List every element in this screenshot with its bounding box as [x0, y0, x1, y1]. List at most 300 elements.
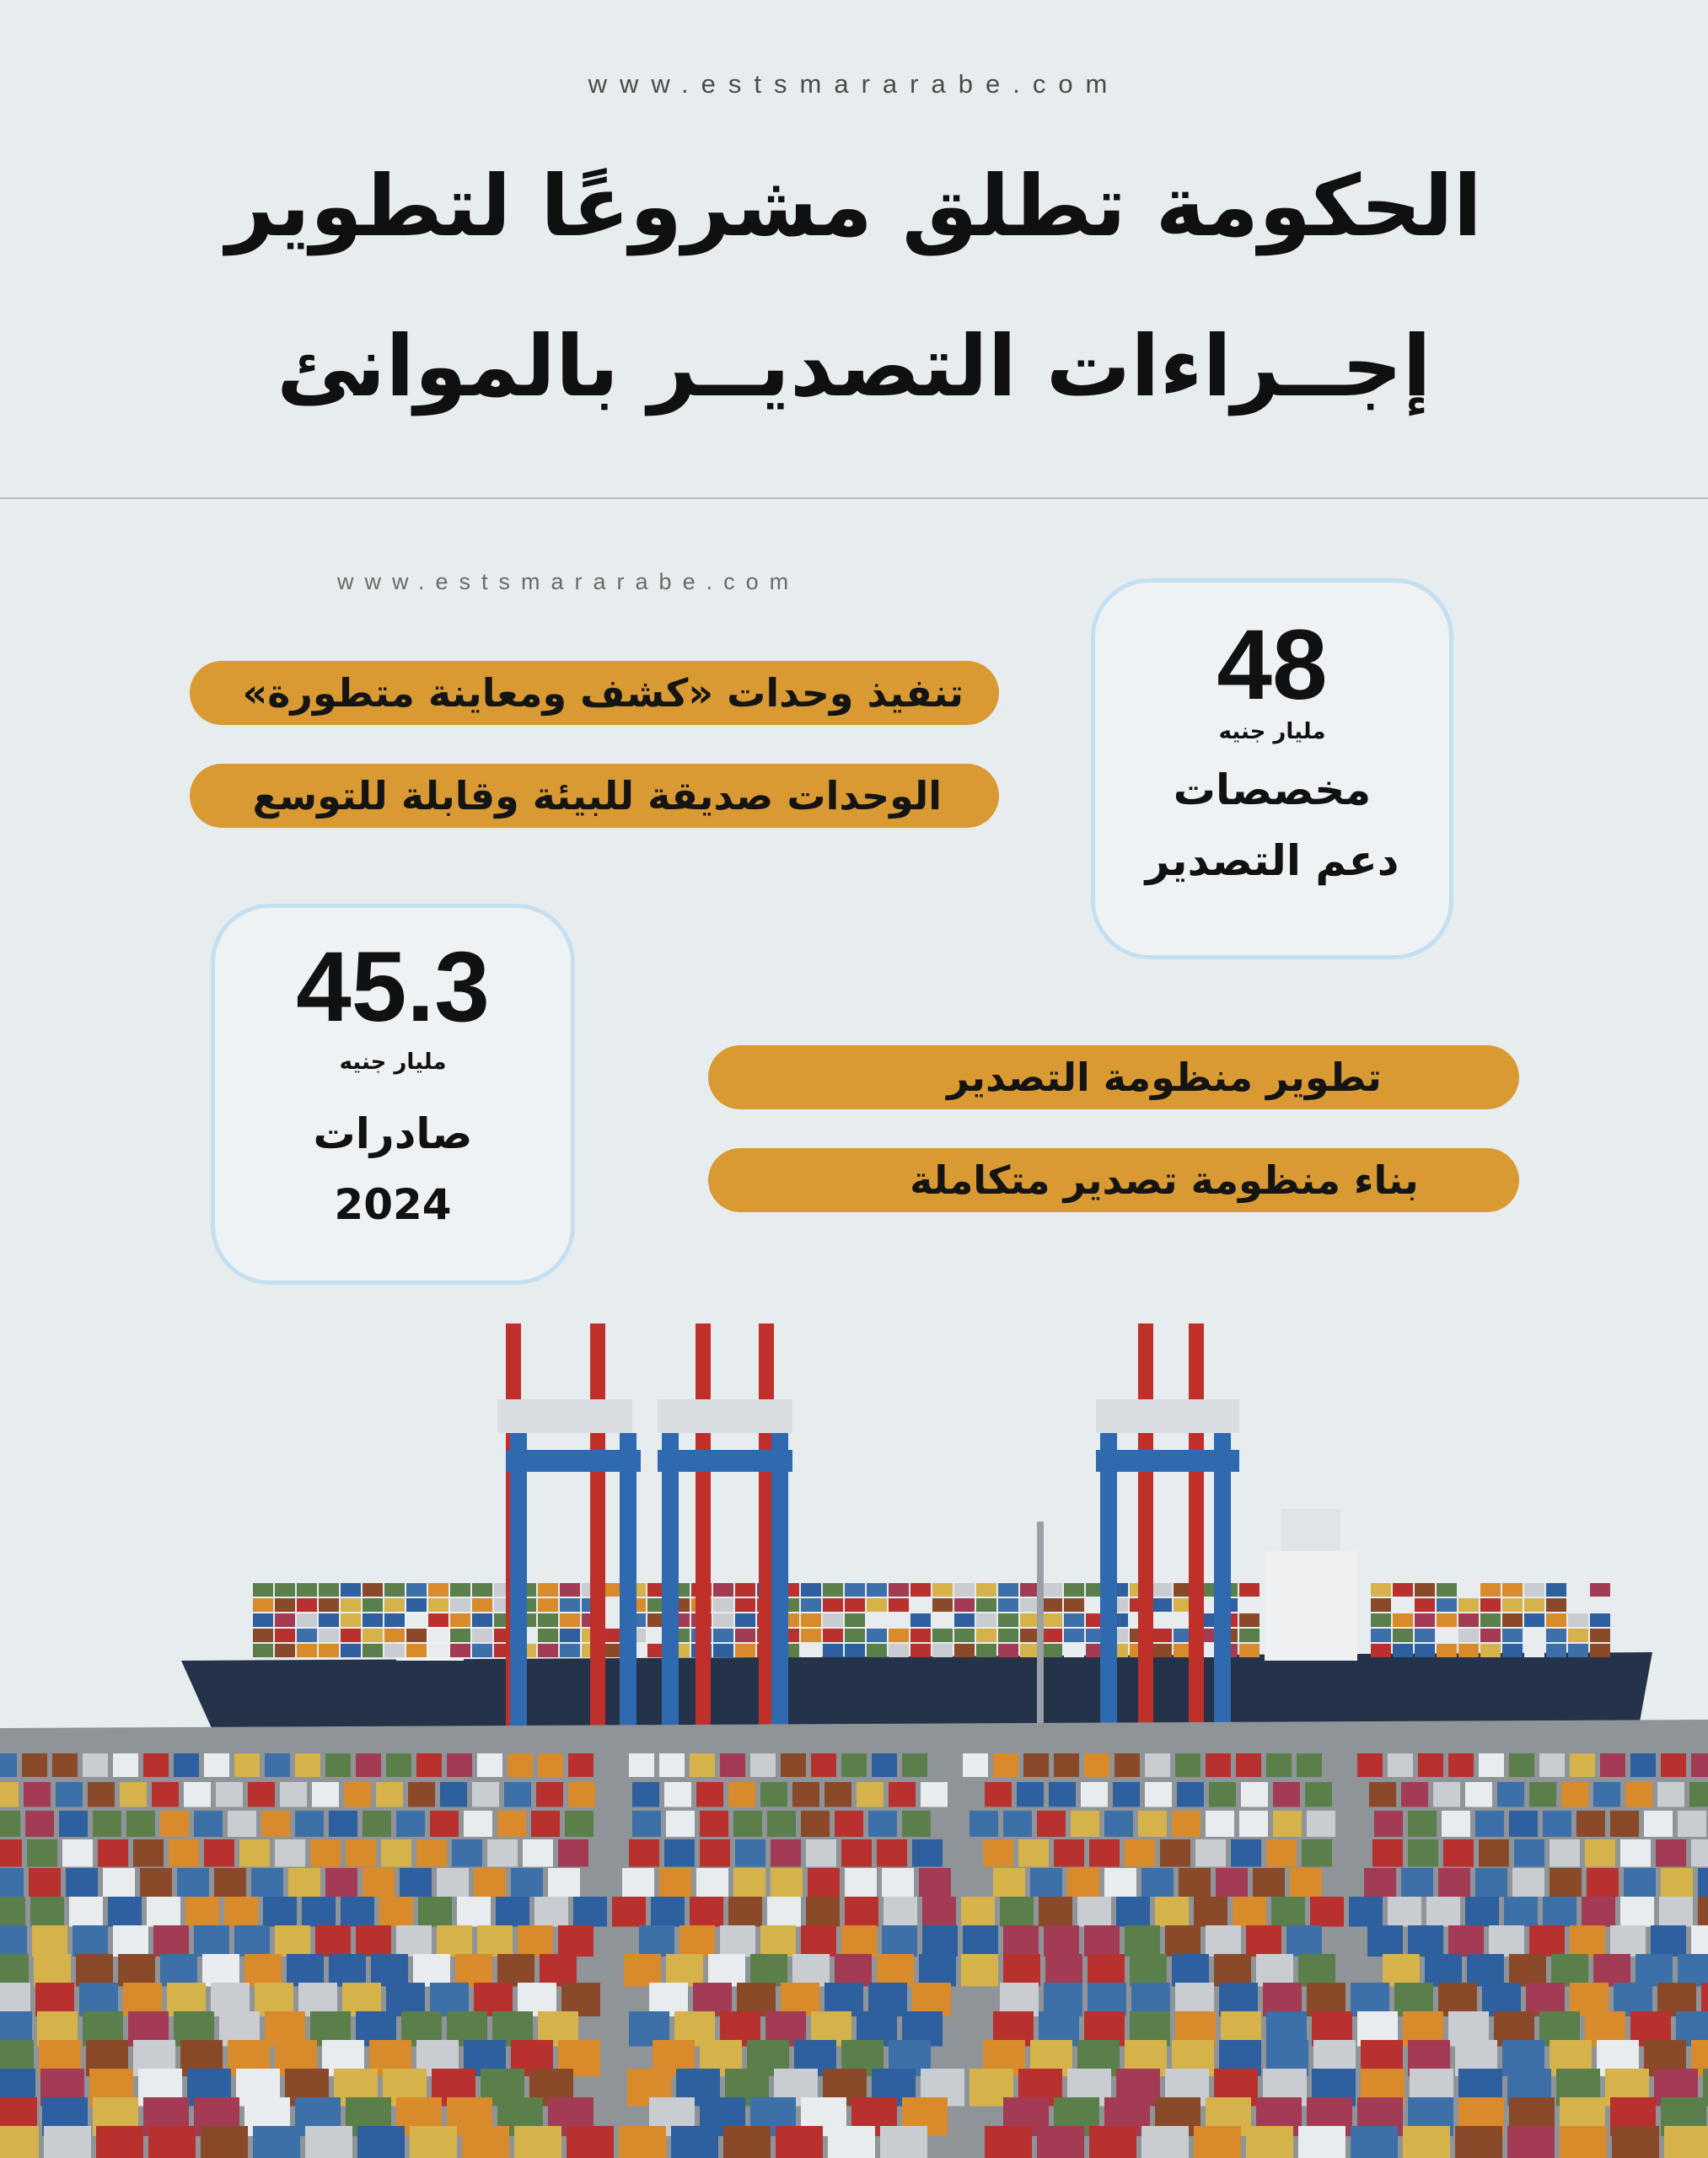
ship-container: [275, 1613, 295, 1627]
yard-container: [1077, 1897, 1111, 1927]
ship-container: [1415, 1613, 1435, 1627]
ship-container: [363, 1629, 383, 1642]
yard-container: [177, 1868, 209, 1897]
ship-container: [713, 1583, 733, 1597]
yard-container: [1054, 1839, 1084, 1867]
ship-container: [801, 1644, 821, 1657]
yard-container: [1266, 1839, 1297, 1867]
yard-container: [1582, 1897, 1615, 1927]
yard-container: [1039, 1897, 1072, 1927]
yard-container: [961, 1954, 998, 1987]
yard-container: [514, 2126, 561, 2158]
ship-container: [1590, 1598, 1610, 1612]
yard-container: [305, 2126, 352, 2158]
ship-container: [1415, 1583, 1435, 1597]
yard-container: [679, 1925, 715, 1957]
ship-container: [253, 1613, 273, 1627]
ship-container: [1590, 1583, 1610, 1597]
ship-container: [1152, 1644, 1172, 1657]
yard-container: [921, 1782, 948, 1807]
ship-container: [1152, 1583, 1172, 1597]
yard-container: [153, 1925, 189, 1957]
ship-container: [297, 1598, 317, 1612]
yard-container: [1661, 1753, 1686, 1777]
yard-container: [1625, 1782, 1652, 1807]
yard-container: [1172, 1811, 1200, 1837]
yard-container: [497, 1811, 526, 1837]
ship-container: [845, 1598, 865, 1612]
yard-container: [202, 1954, 239, 1987]
yard-container: [1539, 1753, 1565, 1777]
website-url-mid: www.estsmararabe.com: [337, 569, 800, 594]
ship-container: [713, 1613, 733, 1627]
yard-container: [1307, 1811, 1335, 1837]
yard-container: [1651, 1925, 1686, 1957]
yard-container: [457, 1897, 491, 1927]
ship-container: [1239, 1629, 1260, 1642]
stat-unit: مليار جنيه: [1218, 719, 1326, 744]
yard-container: [969, 1811, 998, 1837]
yard-container: [1465, 1897, 1499, 1927]
yard-container: [325, 1753, 351, 1777]
yard-container: [750, 1954, 787, 1987]
ship-container: [472, 1583, 492, 1597]
yard-container: [1023, 1753, 1049, 1777]
ship-container: [1152, 1629, 1172, 1642]
yard-container: [1364, 1868, 1396, 1897]
yard-container: [1388, 1753, 1413, 1777]
ship-container: [1524, 1629, 1544, 1642]
yard-container: [1630, 1753, 1656, 1777]
yard-container: [760, 1925, 796, 1957]
yard-container: [265, 1753, 290, 1777]
yard-container: [877, 1839, 907, 1867]
ship-container: [428, 1629, 448, 1642]
yard-container: [1587, 1868, 1619, 1897]
ship-container: [297, 1583, 317, 1597]
yard-container: [44, 2126, 91, 2158]
ship-container: [560, 1613, 580, 1627]
yard-container: [1273, 1811, 1302, 1837]
ship-container: [823, 1644, 843, 1657]
yard-container: [1071, 1811, 1099, 1837]
ship-container: [998, 1598, 1018, 1612]
yard-container: [659, 1753, 685, 1777]
ship-container: [735, 1598, 755, 1612]
yard-container: [845, 1868, 877, 1897]
yard-container: [1302, 1839, 1332, 1867]
yard-container: [1383, 1954, 1420, 1987]
ship-container: [713, 1598, 733, 1612]
yard-container: [1271, 1897, 1305, 1927]
ship-container: [954, 1613, 975, 1627]
yard-container: [619, 2126, 666, 2158]
ship-container: [910, 1644, 931, 1657]
yard-container: [882, 1925, 917, 1957]
yard-container: [1266, 1753, 1292, 1777]
yard-container: [1489, 1925, 1524, 1957]
yard-container: [201, 2126, 248, 2158]
ship-container: [1437, 1583, 1457, 1597]
yard-container: [622, 1868, 654, 1897]
yard-container: [868, 1811, 897, 1837]
yard-container: [59, 1811, 88, 1837]
ship-container: [1393, 1613, 1413, 1627]
yard-container: [1593, 1782, 1620, 1807]
ship-container: [910, 1598, 931, 1612]
yard-container: [504, 1782, 531, 1807]
ship-container: [1524, 1598, 1544, 1612]
yard-container: [573, 1897, 607, 1927]
yard-container: [963, 1753, 988, 1777]
yard-container: [1088, 1954, 1125, 1987]
yard-container: [379, 1897, 413, 1927]
yard-container: [1155, 1897, 1189, 1927]
yard-container: [1479, 1753, 1504, 1777]
yard-container: [1620, 1839, 1651, 1867]
yard-container: [536, 1782, 563, 1807]
yard-container: [1418, 1753, 1443, 1777]
yard-container: [22, 1753, 47, 1777]
ship-container: [450, 1629, 470, 1642]
yard-container: [1273, 1782, 1300, 1807]
stat-number: 48: [1217, 609, 1328, 721]
yard-container: [872, 1753, 897, 1777]
yard-container: [363, 1868, 395, 1897]
yard-container: [1367, 1925, 1403, 1957]
ship-container: [1152, 1598, 1172, 1612]
yard-container: [216, 1782, 243, 1807]
ship-container: [1502, 1629, 1523, 1642]
yard-container: [1195, 1839, 1226, 1867]
ship-container: [560, 1644, 580, 1657]
yard-container: [400, 1868, 432, 1897]
yard-container: [1504, 1897, 1538, 1927]
ship-container: [910, 1613, 931, 1627]
yard-container: [0, 1811, 20, 1837]
ship-container: [341, 1644, 361, 1657]
ship-container: [867, 1598, 887, 1612]
yard-container: [1372, 1839, 1403, 1867]
yard-container: [1017, 1782, 1044, 1807]
yard-container: [1113, 1782, 1140, 1807]
yard-container: [1172, 1954, 1209, 1987]
yard-container: [1369, 1782, 1396, 1807]
ship-container: [845, 1644, 865, 1657]
ship-container: [910, 1629, 931, 1642]
highlight-pill: الوحدات صديقة للبيئة وقابلة للتوسع: [190, 764, 999, 828]
yard-container: [1239, 1811, 1268, 1837]
yard-container: [1635, 1954, 1673, 1987]
yard-container: [381, 1839, 411, 1867]
ship-container: [1393, 1598, 1413, 1612]
yard-container: [884, 1897, 917, 1927]
yard-container: [1084, 1925, 1120, 1957]
ship-container: [450, 1598, 470, 1612]
ship-container: [428, 1613, 448, 1627]
yard-container: [1570, 1753, 1595, 1777]
yard-container: [25, 1811, 54, 1837]
container-port-photo: [0, 1298, 1708, 2158]
yard-container: [1206, 1811, 1234, 1837]
yard-container: [1089, 1839, 1120, 1867]
yard-container: [1425, 1954, 1462, 1987]
yard-container: [1037, 1811, 1066, 1837]
yard-container: [1433, 1782, 1460, 1807]
ship-container: [801, 1629, 821, 1642]
yard-container: [0, 1782, 19, 1807]
yard-container: [1438, 1868, 1470, 1897]
yard-container: [961, 1897, 995, 1927]
ship-container: [1393, 1583, 1413, 1597]
yard-container: [386, 1753, 411, 1777]
ship-container: [560, 1583, 580, 1597]
yard-container: [1116, 1897, 1150, 1927]
yard-container: [152, 1782, 179, 1807]
yard-container: [1233, 1897, 1266, 1927]
yard-container: [1691, 1925, 1708, 1957]
yard-container: [1593, 1954, 1630, 1987]
yard-container: [416, 1839, 447, 1867]
yard-container: [567, 2126, 614, 2158]
yard-container: [418, 1897, 452, 1927]
yard-container: [228, 1811, 256, 1837]
yard-container: [497, 1954, 534, 1987]
yard-container: [239, 1839, 270, 1867]
yard-container: [1507, 2126, 1555, 2158]
yard-container: [801, 1811, 830, 1837]
yard-container: [1570, 1925, 1605, 1957]
yard-container: [396, 1925, 432, 1957]
yard-container: [1305, 1782, 1332, 1807]
yard-container: [1661, 1868, 1693, 1897]
yard-container: [1659, 1897, 1693, 1927]
ship-container: [253, 1598, 273, 1612]
ship-container: [253, 1583, 273, 1597]
ship-container: [1502, 1598, 1523, 1612]
yard-container: [118, 1954, 155, 1987]
yard-container: [416, 1753, 442, 1777]
yard-container: [73, 1925, 108, 1957]
ship-container: [1064, 1629, 1084, 1642]
yard-container: [1194, 1897, 1227, 1927]
ship-container: [319, 1644, 339, 1657]
yard-container: [1054, 1753, 1079, 1777]
ship-container: [538, 1629, 558, 1642]
yard-container: [835, 1811, 863, 1837]
ship-container: [1590, 1613, 1610, 1627]
yard-container: [1067, 1868, 1099, 1897]
ship-container: [976, 1598, 996, 1612]
ship-container: [406, 1629, 427, 1642]
ship-container: [1437, 1598, 1457, 1612]
yard-container: [696, 1868, 728, 1897]
yard-container: [69, 1897, 103, 1927]
yard-container: [224, 1897, 258, 1927]
ship-container: [1546, 1629, 1566, 1642]
ship-container: [735, 1629, 755, 1642]
ship-container: [472, 1644, 492, 1657]
ship-container: [363, 1644, 383, 1657]
ship-container: [823, 1598, 843, 1612]
ship-container: [1371, 1613, 1391, 1627]
yard-container: [671, 2126, 718, 2158]
yard-container: [659, 1868, 691, 1897]
ship-container: [1546, 1613, 1566, 1627]
ship-container: [297, 1629, 317, 1642]
yard-container: [133, 1839, 164, 1867]
yard-container: [666, 1811, 695, 1837]
yard-container: [1125, 1839, 1155, 1867]
yard-container: [1509, 1753, 1534, 1777]
yard-container: [664, 1782, 691, 1807]
yard-container: [1104, 1811, 1133, 1837]
yard-container: [88, 1782, 115, 1807]
ship-container: [1568, 1613, 1588, 1627]
ship-container: [319, 1598, 339, 1612]
ship-container: [384, 1583, 405, 1597]
yard-container: [1310, 1897, 1344, 1927]
yard-container: [538, 1753, 563, 1777]
ship-container: [1371, 1644, 1391, 1657]
yard-container: [531, 1811, 560, 1837]
yard-container: [880, 2126, 927, 2158]
ship-container: [1524, 1583, 1544, 1597]
ship-container: [1042, 1583, 1062, 1597]
yard-container: [1216, 1868, 1248, 1897]
yard-container: [612, 1897, 646, 1927]
yard-container: [792, 1954, 830, 1987]
yard-container: [194, 1811, 223, 1837]
ship-container: [954, 1598, 975, 1612]
yard-container: [1044, 1925, 1079, 1957]
ship-container: [1458, 1613, 1479, 1627]
yard-container: [1475, 1868, 1507, 1897]
yard-container: [919, 1868, 951, 1897]
ship-container: [1458, 1598, 1479, 1612]
ship-bridge: [1265, 1551, 1357, 1661]
yard-container: [696, 1782, 723, 1807]
yard-container: [437, 1868, 469, 1897]
yard-container: [835, 1954, 872, 1987]
ship-container: [472, 1629, 492, 1642]
ship-container: [1415, 1644, 1435, 1657]
yard-container: [767, 1811, 796, 1837]
yard-container: [511, 1868, 543, 1897]
yard-container: [288, 1868, 320, 1897]
ship-container: [889, 1598, 909, 1612]
yard-container: [776, 2126, 823, 2158]
yard-container: [568, 1753, 594, 1777]
yard-container: [1145, 1753, 1170, 1777]
ship-container: [319, 1613, 339, 1627]
yard-container: [792, 1782, 819, 1807]
ship-container: [1480, 1613, 1501, 1627]
ship-container: [538, 1598, 558, 1612]
yard-container: [666, 1954, 703, 1987]
yard-container: [1231, 1839, 1261, 1867]
yard-container: [1664, 2126, 1708, 2158]
yard-container: [1610, 1811, 1639, 1837]
yard-container: [1374, 1811, 1403, 1837]
yard-container: [1206, 1925, 1241, 1957]
ship-container: [1437, 1613, 1457, 1627]
yard-container: [1612, 2126, 1659, 2158]
yard-container: [234, 1753, 260, 1777]
ship-container: [910, 1583, 931, 1597]
ship-container: [1042, 1644, 1062, 1657]
ship-container: [450, 1613, 470, 1627]
yard-container: [1114, 1753, 1140, 1777]
yard-container: [312, 1782, 339, 1807]
yard-container: [310, 1839, 341, 1867]
yard-container: [1297, 1753, 1322, 1777]
yard-container: [76, 1954, 113, 1987]
yard-container: [413, 1954, 450, 1987]
yard-container: [624, 1954, 661, 1987]
ship-container: [1480, 1583, 1501, 1597]
ship-container: [406, 1644, 427, 1657]
ship-container: [867, 1629, 887, 1642]
yard-container: [472, 1782, 499, 1807]
yard-container: [922, 1897, 956, 1927]
ship-container: [1064, 1583, 1084, 1597]
yard-container: [750, 1753, 776, 1777]
yard-container: [169, 1839, 199, 1867]
yard-container: [1550, 1839, 1580, 1867]
yard-container: [857, 1782, 884, 1807]
ship-container: [823, 1583, 843, 1597]
yard-container: [1214, 1954, 1251, 1987]
yard-container: [1175, 1753, 1200, 1777]
yard-container: [1018, 1839, 1049, 1867]
yard-container: [96, 2126, 143, 2158]
ship-container: [976, 1613, 996, 1627]
yard-container: [1467, 1954, 1504, 1987]
yard-container: [477, 1925, 513, 1957]
yard-container: [261, 1811, 290, 1837]
yard-container: [1443, 1839, 1474, 1867]
yard-container: [62, 1839, 93, 1867]
yard-container: [120, 1782, 147, 1807]
yard-container: [1349, 1897, 1383, 1927]
yard-container: [1141, 1868, 1174, 1897]
yard-container: [1253, 1868, 1285, 1897]
yard-container: [248, 1782, 275, 1807]
yard-container: [632, 1782, 659, 1807]
yard-container: [700, 1811, 728, 1837]
ship-container: [538, 1583, 558, 1597]
yard-container: [204, 1839, 234, 1867]
ship-container: [1546, 1598, 1566, 1612]
yard-container: [1678, 1811, 1706, 1837]
yard-container: [27, 1839, 57, 1867]
yard-container: [1620, 1897, 1654, 1927]
yard-container: [1256, 1954, 1293, 1987]
yard-container: [828, 2126, 875, 2158]
yard-container: [143, 1753, 169, 1777]
yard-container: [29, 1868, 61, 1897]
yard-container: [1246, 2126, 1293, 2158]
yard-container: [430, 1811, 459, 1837]
ship-container: [1042, 1629, 1062, 1642]
yard-container: [708, 1954, 745, 1987]
yard-container: [1512, 1868, 1544, 1897]
yard-container: [275, 1839, 305, 1867]
ship-container: [341, 1583, 361, 1597]
yard-container: [558, 1925, 594, 1957]
yard-container: [1678, 1954, 1708, 1987]
